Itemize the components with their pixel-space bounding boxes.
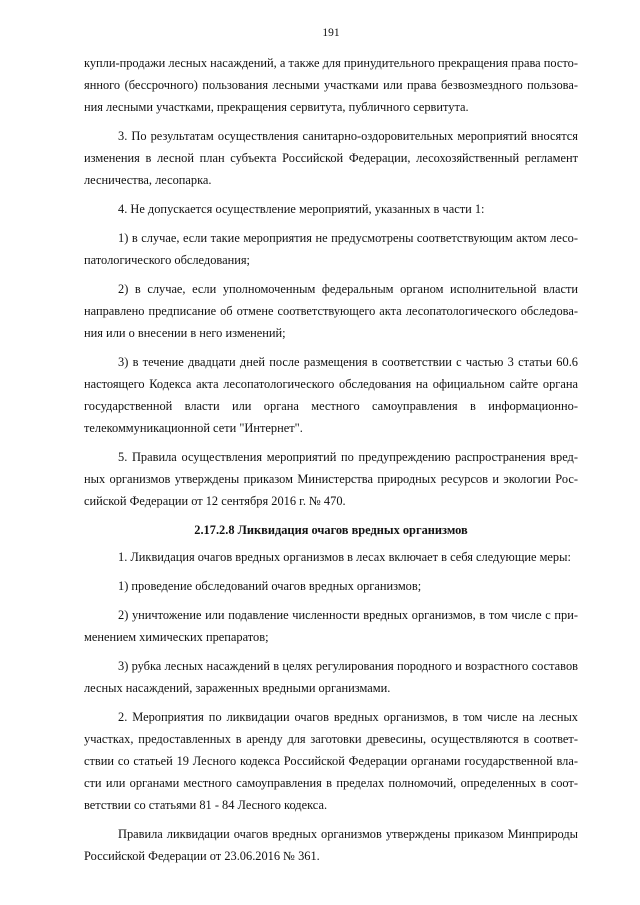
paragraph-subitem-1: 1) в случае, если такие мероприятия не предусмотрены соответствующим актом лесопатологического обследования; <box>84 231 578 267</box>
paragraph-liquidation-subitem-1: 1) проведение обследований очагов вредных организмов; <box>118 579 422 593</box>
paragraph-liquidation-2: 2. Мероприятия по ликвидации очагов вредных организмов, в том числе на лесных участках, предоставленных в аренду для заготовки древесины, осуществляются в соответствии со статьей 19 Лесного кодекса Российской Федерации органами государственной власти или органами местного самоуправления в пределах полномочий, определенных в соответствии со статьями 81 - 84 Лесного кодекса. <box>84 710 578 812</box>
paragraph-liquidation-subitem-3: 3) рубка лесных насаждений в целях регулирования породного и возрастного составов лесных насаждений, зараженных вредными организмами. <box>84 659 578 695</box>
paragraph-rules: Правила ликвидации очагов вредных организмов утверждены приказом Минприроды Российской Федерации от 23.06.2016 № 361. <box>84 827 578 863</box>
paragraph-item-3: 3. По результатам осуществления санитарно-оздоровительных мероприятий вносятся изменения в лесной план субъекта Российской Федерации, лесохозяйственный регламент лесничества, лесопарка. <box>84 129 578 187</box>
section-heading: 2.17.2.8 Ликвидация очагов вредных организмов <box>194 523 468 537</box>
paragraph-liquidation-subitem-2: 2) уничтожение или подавление численности вредных организмов, в том числе с применением химических препаратов; <box>84 608 578 644</box>
page-number: 191 <box>322 27 340 39</box>
paragraph-item-4: 4. Не допускается осуществление мероприятий, указанных в части 1: <box>118 202 485 216</box>
paragraph-continuation: купли-продажи лесных насаждений, а также для принудительного прекращения права постоянного (бессрочного) пользования лесными участками или права безвозмездного пользования лесными участками, прекращения сервитута, публичного сервитута. <box>84 56 578 114</box>
paragraph-liquidation-1: 1. Ликвидация очагов вредных организмов в лесах включает в себя следующие меры: <box>118 550 571 564</box>
paragraph-subitem-2: 2) в случае, если уполномоченным федеральным органом исполнительной власти направлено предписание об отмене соответствующего акта лесопатологического обследования или о внесении в него изменений; <box>84 282 578 340</box>
paragraph-item-5: 5. Правила осуществления мероприятий по предупреждению распространения вредных организмов утверждены приказом Министерства природных ресурсов и экологии Российской Федерации от 12 сентября 2016 г. № 470. <box>84 450 578 508</box>
paragraph-subitem-3: 3) в течение двадцати дней после размещения в соответствии с частью 3 статьи 60.6 настоящего Кодекса акта лесопатологического обследования на официальном сайте органа государственной власти или органа местного самоуправления в информационно-телекоммуникационной сети "Интернет". <box>84 355 578 435</box>
